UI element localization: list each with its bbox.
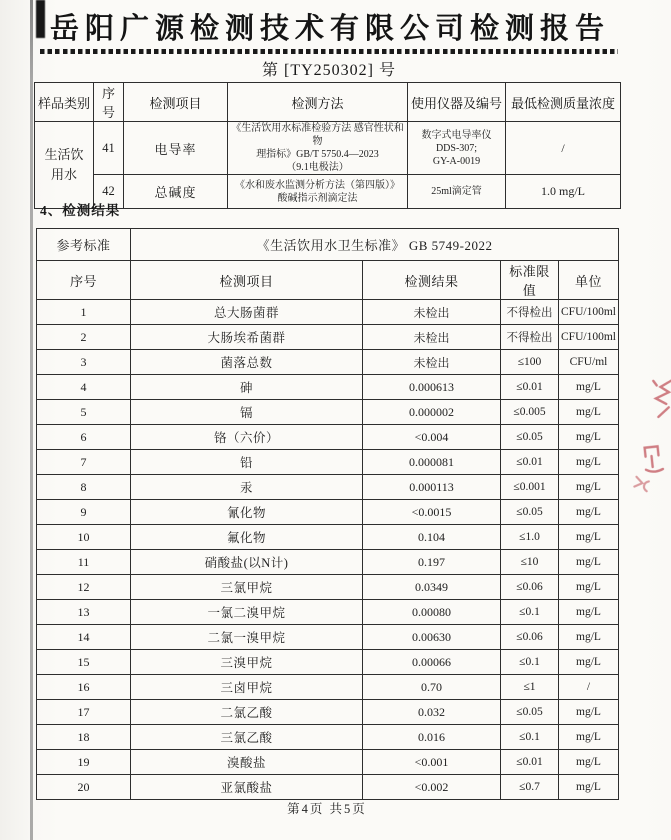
row-no-cell: 6 bbox=[37, 425, 131, 450]
unit-cell: mg/L bbox=[559, 775, 619, 800]
item-cell: 一氯二溴甲烷 bbox=[131, 600, 363, 625]
limit-cell: ≤0.05 bbox=[501, 500, 559, 525]
limit-cell: ≤10 bbox=[501, 550, 559, 575]
dotted-divider bbox=[40, 49, 618, 54]
item-cell: 亚氯酸盐 bbox=[131, 775, 363, 800]
unit-cell: mg/L bbox=[559, 375, 619, 400]
reference-standard-row bbox=[37, 229, 619, 261]
scan-edge-line bbox=[30, 0, 33, 840]
row-no-cell: 12 bbox=[37, 575, 131, 600]
result-cell: <0.002 bbox=[363, 775, 501, 800]
item-cell: 总碱度 bbox=[124, 175, 228, 209]
limit-cell: 不得检出 bbox=[501, 300, 559, 325]
result-cell: 未检出 bbox=[363, 350, 501, 375]
item-cell: 三溴甲烷 bbox=[131, 650, 363, 675]
row-no-cell: 19 bbox=[37, 750, 131, 775]
result-cell: 0.197 bbox=[363, 550, 501, 575]
result-cell: 0.104 bbox=[363, 525, 501, 550]
result-row bbox=[37, 300, 619, 325]
row-no-cell: 10 bbox=[37, 525, 131, 550]
col-header-unit: 单位 bbox=[559, 261, 619, 300]
method-cell bbox=[228, 122, 408, 175]
result-row bbox=[37, 425, 619, 450]
limit-cell: ≤0.005 bbox=[501, 400, 559, 425]
unit-cell: mg/L bbox=[559, 425, 619, 450]
result-row bbox=[37, 475, 619, 500]
col-header-item: 检测项目 bbox=[131, 261, 363, 300]
result-cell: 未检出 bbox=[363, 300, 501, 325]
page-footer: 第4页 共5页 bbox=[287, 802, 367, 816]
red-seal-fragment bbox=[630, 473, 653, 496]
unit-cell: mg/L bbox=[559, 650, 619, 675]
unit-cell: mg/L bbox=[559, 750, 619, 775]
unit-cell: CFU/100ml bbox=[559, 300, 619, 325]
result-cell: 0.032 bbox=[363, 700, 501, 725]
result-row bbox=[37, 400, 619, 425]
item-cell: 氟化物 bbox=[131, 525, 363, 550]
unit-cell: / bbox=[559, 675, 619, 700]
row-no-cell: 13 bbox=[37, 600, 131, 625]
item-cell: 二氯乙酸 bbox=[131, 700, 363, 725]
unit-cell: mg/L bbox=[559, 625, 619, 650]
row-no-cell: 1 bbox=[37, 300, 131, 325]
instrument-cell bbox=[408, 175, 506, 209]
col-header-limit: 标准限值 bbox=[501, 261, 559, 300]
col-header-result: 检测结果 bbox=[363, 261, 501, 300]
report-number: 第 [TY250302] 号 bbox=[262, 62, 396, 79]
item-cell: 三氯甲烷 bbox=[131, 575, 363, 600]
limit-cell: ≤0.01 bbox=[501, 375, 559, 400]
limit-cell: ≤0.7 bbox=[501, 775, 559, 800]
instrument-line: 25ml滴定管 bbox=[431, 186, 482, 197]
unit-cell: mg/L bbox=[559, 550, 619, 575]
result-row bbox=[37, 450, 619, 475]
limit-cell: ≤1.0 bbox=[501, 525, 559, 550]
limit-cell: ≤0.1 bbox=[501, 600, 559, 625]
report-title: 岳阳广源检测技术有限公司检测报告 bbox=[49, 13, 610, 45]
result-cell: 0.000002 bbox=[363, 400, 501, 425]
unit-cell: mg/L bbox=[559, 700, 619, 725]
method-table-header-row bbox=[35, 83, 621, 122]
result-cell: <0.004 bbox=[363, 425, 501, 450]
col-header-lod: 最低检测质量浓度 bbox=[506, 83, 621, 122]
limit-cell: ≤1 bbox=[501, 675, 559, 700]
result-table bbox=[36, 228, 619, 800]
row-no-cell: 16 bbox=[37, 675, 131, 700]
row-no-cell: 11 bbox=[37, 550, 131, 575]
result-row bbox=[37, 700, 619, 725]
method-line: 《生活饮用水标准检验方法 感官性状和物 bbox=[231, 123, 404, 147]
row-no-cell: 5 bbox=[37, 400, 131, 425]
method-cell bbox=[228, 175, 408, 209]
unit-cell: mg/L bbox=[559, 400, 619, 425]
method-line: 理指标》GB/T 5750.4—2023 bbox=[256, 149, 379, 160]
col-header-no: 序号 bbox=[37, 261, 131, 300]
lod-cell: 1.0 mg/L bbox=[506, 175, 621, 209]
result-row bbox=[37, 675, 619, 700]
result-cell: 0.70 bbox=[363, 675, 501, 700]
unit-cell: mg/L bbox=[559, 500, 619, 525]
row-no-cell: 3 bbox=[37, 350, 131, 375]
result-row bbox=[37, 600, 619, 625]
result-row bbox=[37, 625, 619, 650]
sample-category-cell: 生活饮用水 bbox=[35, 122, 94, 209]
result-row bbox=[37, 550, 619, 575]
unit-cell: mg/L bbox=[559, 525, 619, 550]
result-cell: 0.000081 bbox=[363, 450, 501, 475]
row-no-cell: 9 bbox=[37, 500, 131, 525]
item-cell: 电导率 bbox=[124, 122, 228, 175]
item-cell: 菌落总数 bbox=[131, 350, 363, 375]
result-row bbox=[37, 525, 619, 550]
result-row bbox=[37, 350, 619, 375]
unit-cell: mg/L bbox=[559, 475, 619, 500]
col-header-instrument: 使用仪器及编号 bbox=[408, 83, 506, 122]
limit-cell: ≤0.05 bbox=[501, 700, 559, 725]
item-cell: 砷 bbox=[131, 375, 363, 400]
limit-cell: ≤0.1 bbox=[501, 650, 559, 675]
row-no-cell: 41 bbox=[94, 122, 124, 175]
method-table bbox=[34, 82, 621, 209]
lod-cell: / bbox=[506, 122, 621, 175]
method-row-42 bbox=[35, 175, 621, 209]
result-row bbox=[37, 650, 619, 675]
result-cell: 0.000613 bbox=[363, 375, 501, 400]
method-line: 酸碱指示剂滴定法 bbox=[277, 192, 358, 204]
limit-cell: ≤0.05 bbox=[501, 425, 559, 450]
item-cell: 三氯乙酸 bbox=[131, 725, 363, 750]
row-no-cell: 4 bbox=[37, 375, 131, 400]
unit-cell: mg/L bbox=[559, 575, 619, 600]
result-cell: <0.001 bbox=[363, 750, 501, 775]
row-no-cell: 42 bbox=[94, 175, 124, 209]
result-cell: 未检出 bbox=[363, 325, 501, 350]
item-cell: 总大肠菌群 bbox=[131, 300, 363, 325]
result-row bbox=[37, 775, 619, 800]
row-no-cell: 8 bbox=[37, 475, 131, 500]
result-cell: 0.0349 bbox=[363, 575, 501, 600]
result-row bbox=[37, 375, 619, 400]
result-cell: 0.016 bbox=[363, 725, 501, 750]
row-no-cell: 14 bbox=[37, 625, 131, 650]
result-row bbox=[37, 575, 619, 600]
col-header-sample-category: 样品类别 bbox=[35, 83, 94, 122]
result-cell: 0.00630 bbox=[363, 625, 501, 650]
unit-cell: mg/L bbox=[559, 450, 619, 475]
item-cell: 大肠埃希菌群 bbox=[131, 325, 363, 350]
limit-cell: ≤100 bbox=[501, 350, 559, 375]
red-seal-fragment bbox=[645, 376, 671, 421]
reference-standard-label: 参考标准 bbox=[37, 229, 131, 261]
method-row-41 bbox=[35, 122, 621, 175]
item-cell: 氰化物 bbox=[131, 500, 363, 525]
method-line: （9.1电极法） bbox=[286, 162, 349, 173]
result-row bbox=[37, 325, 619, 350]
limit-cell: ≤0.001 bbox=[501, 475, 559, 500]
item-cell: 镉 bbox=[131, 400, 363, 425]
limit-cell: 不得检出 bbox=[501, 325, 559, 350]
item-cell: 硝酸盐(以N计) bbox=[131, 550, 363, 575]
row-no-cell: 18 bbox=[37, 725, 131, 750]
item-cell: 二氯一溴甲烷 bbox=[131, 625, 363, 650]
row-no-cell: 20 bbox=[37, 775, 131, 800]
limit-cell: ≤0.01 bbox=[501, 450, 559, 475]
instrument-line: GY-A-0019 bbox=[432, 155, 481, 167]
unit-cell: mg/L bbox=[559, 600, 619, 625]
result-row bbox=[37, 725, 619, 750]
result-cell: 0.000113 bbox=[363, 475, 501, 500]
section-heading: 4、检测结果 bbox=[40, 203, 121, 218]
col-header-no: 序号 bbox=[94, 83, 124, 122]
limit-cell: ≤0.1 bbox=[501, 725, 559, 750]
limit-cell: ≤0.06 bbox=[501, 625, 559, 650]
limit-cell: ≤0.01 bbox=[501, 750, 559, 775]
item-cell: 铅 bbox=[131, 450, 363, 475]
result-cell: 0.00066 bbox=[363, 650, 501, 675]
method-line: 《水和废水监测分析方法（第四版）》 bbox=[235, 179, 400, 191]
result-table-header-row bbox=[37, 261, 619, 300]
result-cell: <0.0015 bbox=[363, 500, 501, 525]
instrument-line: DDS-307; bbox=[435, 142, 478, 154]
result-cell: 0.00080 bbox=[363, 600, 501, 625]
item-cell: 三卤甲烷 bbox=[131, 675, 363, 700]
row-no-cell: 15 bbox=[37, 650, 131, 675]
col-header-method: 检测方法 bbox=[228, 83, 408, 122]
item-cell: 汞 bbox=[131, 475, 363, 500]
item-cell: 溴酸盐 bbox=[131, 750, 363, 775]
red-seal-fragment bbox=[637, 443, 667, 479]
col-header-item: 检测项目 bbox=[124, 83, 228, 122]
limit-cell: ≤0.06 bbox=[501, 575, 559, 600]
item-cell: 铬（六价） bbox=[131, 425, 363, 450]
row-no-cell: 7 bbox=[37, 450, 131, 475]
instrument-line: 数字式电导率仪 bbox=[421, 129, 492, 141]
row-no-cell: 2 bbox=[37, 325, 131, 350]
reference-standard-value: 《生活饮用水卫生标准》 GB 5749-2022 bbox=[131, 229, 619, 261]
unit-cell: CFU/100ml bbox=[559, 325, 619, 350]
unit-cell: CFU/ml bbox=[559, 350, 619, 375]
result-row bbox=[37, 500, 619, 525]
row-no-cell: 17 bbox=[37, 700, 131, 725]
instrument-cell bbox=[408, 122, 506, 175]
result-row bbox=[37, 750, 619, 775]
unit-cell: mg/L bbox=[559, 725, 619, 750]
